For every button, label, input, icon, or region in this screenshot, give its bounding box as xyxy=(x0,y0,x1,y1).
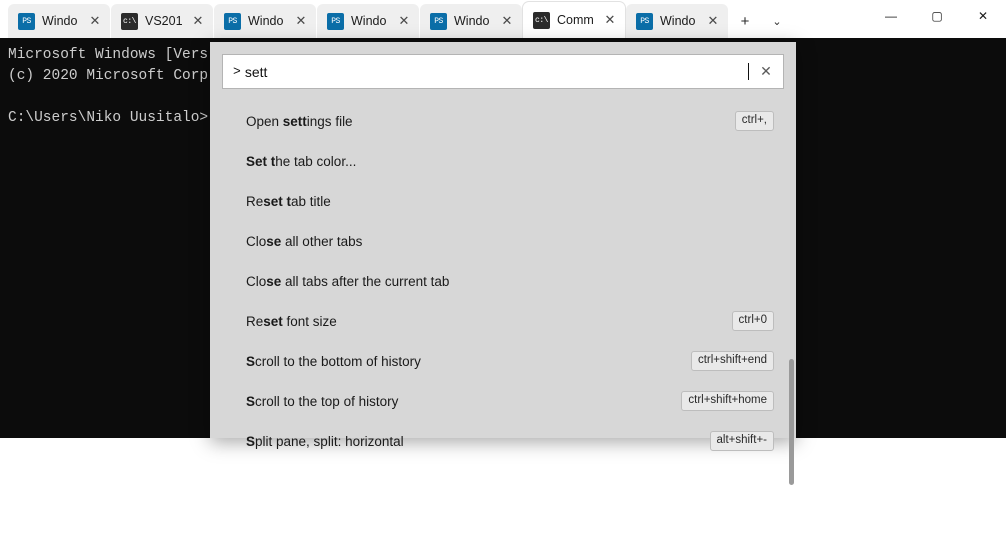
command-item-8[interactable] xyxy=(210,421,796,461)
tab-close-icon[interactable]: ✕ xyxy=(707,13,719,28)
command-palette-search-box[interactable] xyxy=(222,54,784,89)
command-item-shortcut: ctrl+shift+end xyxy=(691,351,774,371)
tab-close-icon[interactable]: ✕ xyxy=(501,13,513,28)
cmd-icon: c:\ xyxy=(533,12,550,29)
tab-3[interactable] xyxy=(317,4,419,38)
powershell-icon: PS xyxy=(636,13,653,30)
window-controls xyxy=(868,0,1006,32)
command-item-6[interactable] xyxy=(210,341,796,381)
tab-dropdown-button[interactable]: ⌄ xyxy=(772,15,782,28)
clear-search-icon[interactable]: ✕ xyxy=(760,63,772,79)
powershell-icon: PS xyxy=(18,13,35,30)
command-item-label: Open settings file xyxy=(246,113,353,129)
command-palette xyxy=(210,42,796,449)
command-item-label: Reset font size xyxy=(246,313,337,329)
close-window-button[interactable]: ✕ xyxy=(977,9,989,23)
command-item-label: Reset tab title xyxy=(246,193,331,209)
command-item-label: Close all other tabs xyxy=(246,233,363,249)
command-item-label: Scroll to the top of history xyxy=(246,393,399,409)
command-item-label: Set the tab color... xyxy=(246,153,357,169)
command-item-shortcut: ctrl+0 xyxy=(732,311,774,331)
tab-label: Windo xyxy=(42,14,78,28)
powershell-icon: PS xyxy=(224,13,241,30)
command-item-label: Close all tabs after the current tab xyxy=(246,273,450,289)
command-item-0[interactable] xyxy=(210,101,796,141)
tab-close-icon[interactable]: ✕ xyxy=(295,13,307,28)
tab-close-icon[interactable]: ✕ xyxy=(89,13,101,28)
terminal-line-1: (c) 2020 Microsoft Corp xyxy=(8,68,209,84)
new-tab-button[interactable]: + xyxy=(740,12,750,30)
terminal-line-3: C:\Users\Niko Uusitalo> xyxy=(8,110,209,126)
command-item-shortcut: ctrl+, xyxy=(735,111,774,131)
command-item-1[interactable] xyxy=(210,141,796,181)
command-item-7[interactable] xyxy=(210,381,796,421)
tab-4[interactable] xyxy=(420,4,522,38)
title-bar xyxy=(0,0,1006,38)
tab-6[interactable] xyxy=(626,4,728,38)
maximize-button[interactable]: ▢ xyxy=(931,9,943,23)
command-item-4[interactable] xyxy=(210,261,796,301)
command-search-input[interactable] xyxy=(245,55,749,88)
command-item-5[interactable] xyxy=(210,301,796,341)
tab-label: Windo xyxy=(351,14,387,28)
command-item-label: Split pane, split: horizontal xyxy=(246,433,404,449)
tab-label: Comm xyxy=(557,13,594,27)
command-list-scrollbar[interactable] xyxy=(789,359,794,485)
cmd-icon: c:\ xyxy=(121,13,138,30)
command-palette-search-area xyxy=(210,42,796,99)
powershell-icon: PS xyxy=(430,13,447,30)
tab-2[interactable] xyxy=(214,4,316,38)
tab-label: VS201 xyxy=(145,14,183,28)
powershell-icon: PS xyxy=(327,13,344,30)
minimize-button[interactable]: — xyxy=(885,9,897,23)
tab-label: Windo xyxy=(248,14,284,28)
command-item-shortcut: alt+shift+- xyxy=(710,431,775,451)
command-list xyxy=(210,99,796,449)
tab-label: Windo xyxy=(660,14,696,28)
terminal-line-0: Microsoft Windows [Vers xyxy=(8,47,209,63)
command-item-shortcut: ctrl+shift+home xyxy=(681,391,774,411)
tab-close-icon[interactable]: ✕ xyxy=(398,13,410,28)
command-item-2[interactable] xyxy=(210,181,796,221)
tab-strip xyxy=(0,0,729,38)
command-item-3[interactable] xyxy=(210,221,796,261)
tab-1[interactable] xyxy=(111,4,213,38)
tab-close-icon[interactable]: ✕ xyxy=(604,12,616,27)
tab-label: Windo xyxy=(454,14,490,28)
tab-close-icon[interactable]: ✕ xyxy=(192,13,204,28)
command-item-label: Scroll to the bottom of history xyxy=(246,353,421,369)
tab-0[interactable] xyxy=(8,4,110,38)
prompt-chevron-icon: > xyxy=(233,64,241,79)
tab-5[interactable] xyxy=(523,2,625,38)
